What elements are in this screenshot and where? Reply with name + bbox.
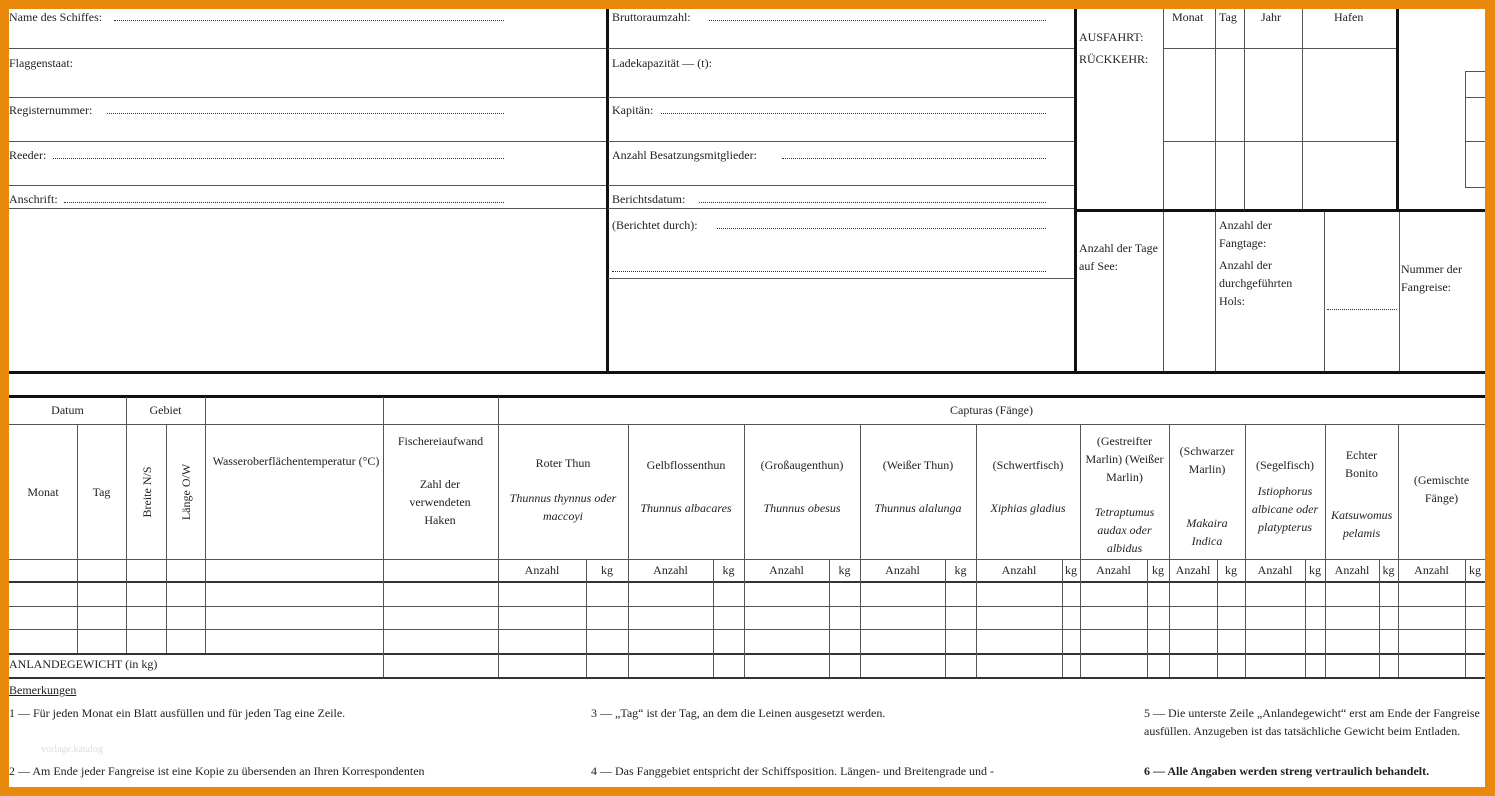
header-tag: Tag <box>92 485 111 499</box>
reported-by-label: (Berichtet durch): <box>612 218 698 232</box>
anzahl-header: Anzahl <box>1096 563 1131 577</box>
kg-header: kg <box>838 563 851 577</box>
captain-field[interactable] <box>661 113 1046 114</box>
note-6: 6 — Alle Angaben werden streng vertraulich behandelt. <box>1144 764 1430 778</box>
address-label: Anschrift: <box>9 192 58 206</box>
col-year: Jahr <box>1261 10 1281 24</box>
col-month: Monat <box>1172 10 1204 24</box>
species-latin-name: Thunnus alalunga <box>874 501 962 515</box>
species-col-divider <box>976 424 977 677</box>
species-latin-name: Xiphias gladius <box>990 501 1066 515</box>
header-water-temp: Wasseroberflächentemperatur (°C) <box>212 454 380 468</box>
trip-number-label: Nummer der Fangreise: <box>1401 262 1462 294</box>
header-breite: Breite N/S <box>140 466 154 518</box>
crew-label: Anzahl Besatzungsmitglieder: <box>612 148 757 162</box>
anzahl-header: Anzahl <box>1175 563 1211 577</box>
owner-label: Reeder: <box>9 148 47 162</box>
capacity-label: Ladekapazität — (t): <box>612 56 712 70</box>
anzahl-header: Anzahl <box>524 563 560 577</box>
species-col-divider <box>744 424 745 677</box>
reported-by-field-2[interactable] <box>612 271 1046 272</box>
register-number-field[interactable] <box>107 113 504 114</box>
species-col-divider <box>1398 424 1399 677</box>
species-latin-name: Makaira Indica <box>1186 516 1228 548</box>
watermark: vorlage.katalog <box>41 744 103 755</box>
return-label: RÜCKKEHR: <box>1079 52 1149 66</box>
header-gebiet: Gebiet <box>149 403 182 417</box>
fishing-logbook-form <box>9 9 1485 787</box>
header-hooks: Zahl der verwendeten Haken <box>409 477 471 527</box>
header-effort: Fischereiaufwand <box>397 434 484 448</box>
species-col-divider <box>1245 424 1246 677</box>
species-latin-name: Thunnus albacares <box>640 501 732 515</box>
species-col-divider <box>628 424 629 677</box>
species-col-divider <box>1325 424 1326 677</box>
note-2: 2 — Am Ende jeder Fangreise ist eine Kopie zu übersenden an Ihren Korrespondenten <box>9 764 425 778</box>
landing-weight-label: ANLANDEGEWICHT (in kg) <box>9 657 158 671</box>
anzahl-header: Anzahl <box>1001 563 1037 577</box>
species-common-name: (Gemischte Fänge) <box>1413 473 1470 505</box>
tonnage-field[interactable] <box>709 20 1046 21</box>
kg-header: kg <box>1469 563 1481 577</box>
species-common-name: (Segelfisch) <box>1256 458 1314 472</box>
col-port: Hafen <box>1334 10 1364 24</box>
reported-by-field[interactable] <box>717 228 1046 229</box>
hauls-label: Anzahl der durchgeführten Hols: <box>1219 258 1293 308</box>
kg-header: kg <box>601 563 613 577</box>
crew-field[interactable] <box>782 158 1046 159</box>
report-date-label: Berichtsdatum: <box>612 192 686 206</box>
species-col-divider <box>1080 424 1081 677</box>
vessel-name-field[interactable] <box>114 20 504 21</box>
kg-header: kg <box>722 563 735 577</box>
fishing-days-label: Anzahl der Fangtage: <box>1219 218 1272 250</box>
tonnage-label: Bruttoraumzahl: <box>612 10 691 24</box>
anzahl-header: Anzahl <box>1414 563 1449 577</box>
species-col-divider <box>860 424 861 677</box>
species-common-name: Echter Bonito <box>1345 448 1378 480</box>
kg-header: kg <box>1382 563 1395 577</box>
species-latin-name: Thunnus thynnus oder maccoyi <box>509 491 617 523</box>
note-4: 4 — Das Fanggebiet entspricht der Schiffsposition. Längen- und Breitengrade und - <box>591 764 995 778</box>
species-latin-name: Istiophorus albicane oder platypterus <box>1251 484 1319 534</box>
note-1: 1 — Für jeden Monat ein Blatt ausfüllen und für jeden Tag eine Zeile. <box>9 706 346 720</box>
species-common-name: (Gestreifter Marlin) (Weißer Marlin) <box>1085 434 1164 484</box>
kg-header: kg <box>1152 563 1164 577</box>
col-day: Tag <box>1219 10 1237 24</box>
anzahl-header: Anzahl <box>769 563 804 577</box>
anzahl-header: Anzahl <box>1257 563 1293 577</box>
departure-label: AUSFAHRT: <box>1079 30 1144 44</box>
kg-header: kg <box>954 563 967 577</box>
kg-header: kg <box>1309 563 1321 577</box>
note-3: 3 — „Tag“ ist der Tag, an dem die Leinen ausgesetzt werden. <box>591 706 886 720</box>
report-date-field[interactable] <box>699 202 1046 203</box>
species-common-name: (Weißer Thun) <box>882 458 954 472</box>
remarks-title: Bemerkungen <box>9 683 77 697</box>
species-latin-name: Katsuwomus pelamis <box>1331 508 1393 540</box>
header-laenge: Länge O/W <box>179 463 193 521</box>
register-number-label: Registernummer: <box>9 103 93 117</box>
header-datum: Datum <box>51 403 84 417</box>
kg-header: kg <box>1065 563 1077 577</box>
header-captures: Capturas (Fänge) <box>950 403 1033 417</box>
anzahl-header: Anzahl <box>1334 563 1370 577</box>
species-common-name: (Großaugenthun) <box>760 458 844 472</box>
kg-header: kg <box>1225 563 1237 577</box>
anzahl-header: Anzahl <box>653 563 688 577</box>
species-col-divider <box>1169 424 1170 677</box>
owner-field[interactable] <box>53 158 504 159</box>
species-col-divider <box>498 424 499 677</box>
species-latin-name: Tetraptumus audax oder albidus <box>1094 505 1155 555</box>
species-common-name: Gelbflossenthun <box>646 458 726 472</box>
species-common-name: (Schwertfisch) <box>992 458 1064 472</box>
days-at-sea-label: Anzahl der Tage auf See: <box>1079 241 1158 273</box>
species-latin-name: Thunnus obesus <box>763 501 841 515</box>
species-common-name: Roter Thun <box>535 456 591 470</box>
species-common-name: (Schwarzer Marlin) <box>1179 444 1235 476</box>
flag-state-label: Flaggenstaat: <box>9 56 73 70</box>
note-5: 5 — Die unterste Zeile „Anlandegewicht“ erst am Ende der Fangreise ausfüllen. Anzugeben ist das tatsächliche Gewicht beim Entladen. <box>1144 706 1480 738</box>
anzahl-header: Anzahl <box>885 563 920 577</box>
address-field[interactable] <box>64 202 504 203</box>
vessel-name-label: Name des Schiffes: <box>9 10 103 24</box>
header-monat: Monat <box>27 485 59 499</box>
captain-label: Kapitän: <box>612 103 654 117</box>
